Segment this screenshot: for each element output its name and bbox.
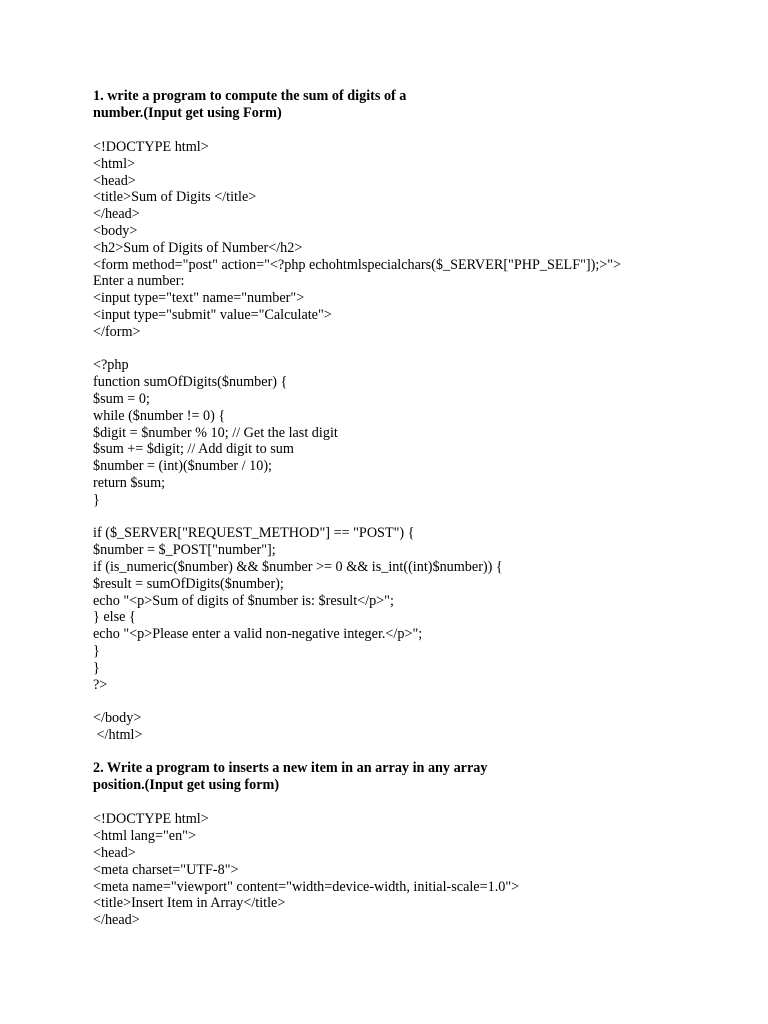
- code-line: </body>: [93, 710, 142, 727]
- heading-line: position.(Input get using form): [93, 777, 280, 794]
- code-line: <head>: [93, 172, 136, 189]
- heading-line: 1. write a program to compute the sum of digits of a: [93, 88, 407, 104]
- code-line: Enter a number:: [93, 273, 185, 290]
- code-line: <form method="post" action="<?php echohtmlspecialchars($_SERVER["PHP_SELF"]);>">: [93, 256, 622, 273]
- code-line: $result = sumOfDigits($number);: [93, 575, 284, 592]
- code-line: $digit = $number % 10; // Get the last digit: [93, 424, 338, 441]
- code-line: <body>: [93, 222, 138, 239]
- code-line: <title>Sum of Digits </title>: [93, 189, 257, 206]
- code-line: </head>: [93, 206, 140, 223]
- code-line: echo "<p>Sum of digits of $number is: $result</p>";: [93, 592, 394, 609]
- code-line: } else {: [93, 609, 136, 626]
- code-line: </head>: [93, 912, 140, 929]
- code-block: [93, 139, 733, 760]
- code-line: <title>Insert Item in Array</title>: [93, 895, 286, 912]
- question-heading: [93, 760, 733, 794]
- code-line: return $sum;: [93, 474, 166, 491]
- code-line: <!DOCTYPE html>: [93, 811, 209, 828]
- code-line: <head>: [93, 845, 136, 862]
- heading-line: number.(Input get using Form): [93, 105, 282, 121]
- code-line: if ($_SERVER["REQUEST_METHOD"] == "POST") {: [93, 525, 415, 542]
- code-line: [93, 744, 733, 761]
- code-line: <html>: [93, 155, 136, 172]
- code-line: [93, 693, 733, 710]
- spacer: [93, 122, 733, 139]
- code-line: [93, 341, 733, 358]
- code-line: ?>: [93, 676, 108, 693]
- code-line: <!DOCTYPE html>: [93, 139, 209, 155]
- code-line: <input type="submit" value="Calculate">: [93, 306, 332, 323]
- code-line: <html lang="en">: [93, 828, 196, 845]
- document-content: [93, 88, 733, 929]
- code-line: <?php: [93, 357, 129, 374]
- code-line: $number = (int)($number / 10);: [93, 458, 272, 475]
- question-heading: [93, 88, 733, 122]
- code-line: <meta charset="UTF-8">: [93, 861, 239, 878]
- code-line: if (is_numeric($number) && $number >= 0 && is_int((int)$number)) {: [93, 558, 503, 575]
- code-line: while ($number != 0) {: [93, 407, 226, 424]
- code-line: </form>: [93, 323, 141, 340]
- code-line: </html>: [93, 726, 143, 743]
- spacer: [93, 794, 733, 811]
- code-line: [93, 509, 733, 526]
- code-line: $number = $_POST["number"];: [93, 542, 276, 559]
- code-line: }: [93, 491, 100, 508]
- code-line: $sum = 0;: [93, 390, 150, 407]
- code-line: echo "<p>Please enter a valid non-negative integer.</p>";: [93, 626, 423, 643]
- code-line: <h2>Sum of Digits of Number</h2>: [93, 239, 303, 256]
- code-line: <meta name="viewport" content="width=device-width, initial-scale=1.0">: [93, 878, 520, 895]
- code-line: <input type="text" name="number">: [93, 290, 305, 307]
- code-block: [93, 811, 733, 929]
- code-line: }: [93, 659, 100, 676]
- code-line: }: [93, 642, 100, 659]
- heading-line: 2. Write a program to inserts a new item in an array in any array: [93, 760, 488, 777]
- code-line: $sum += $digit; // Add digit to sum: [93, 441, 294, 458]
- code-line: function sumOfDigits($number) {: [93, 374, 288, 391]
